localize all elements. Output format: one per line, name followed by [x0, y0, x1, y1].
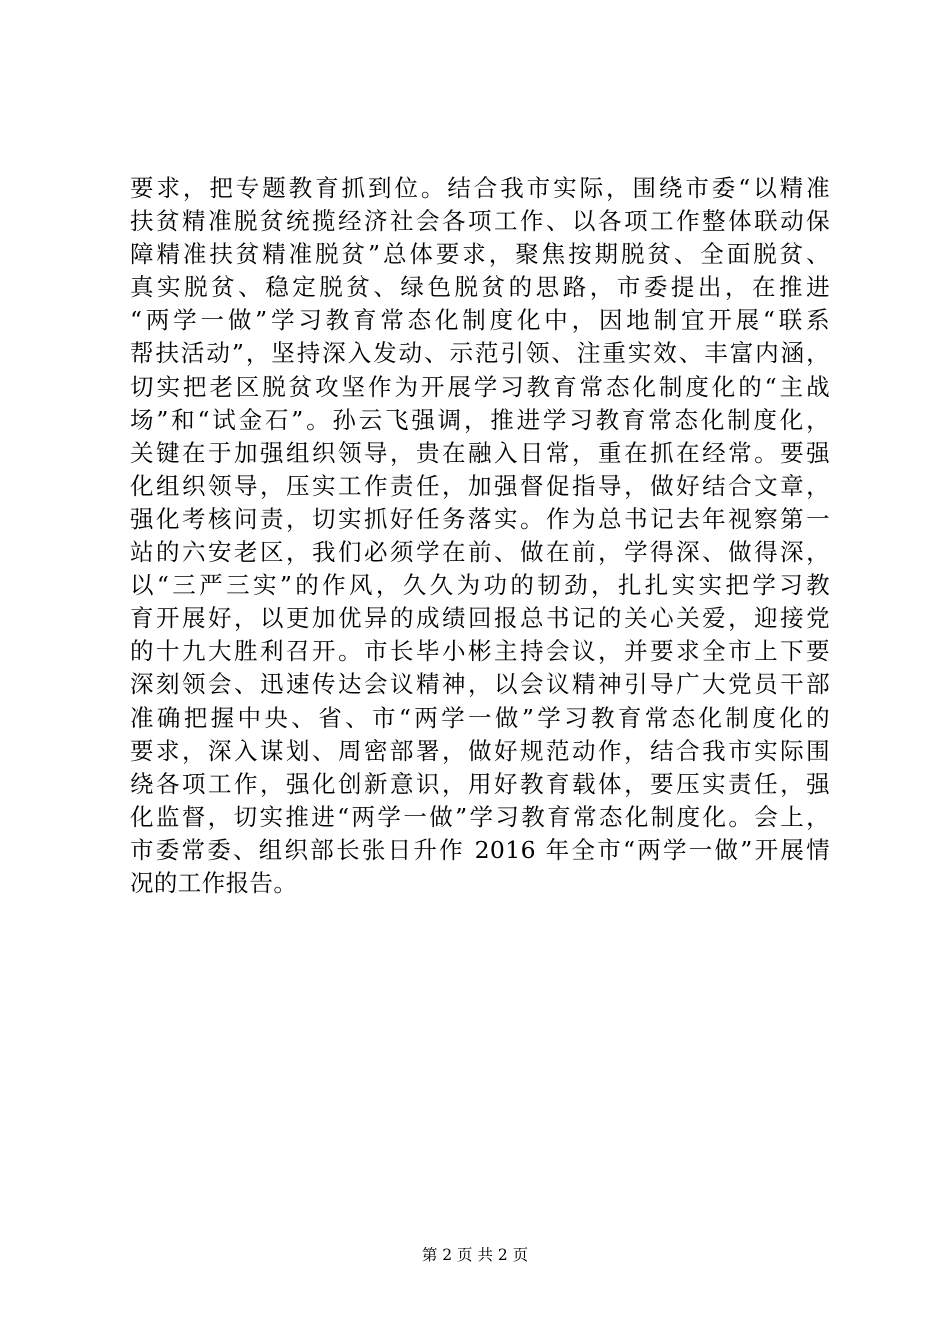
text-line: 切实把老区脱贫攻坚作为开展学习教育常态化制度化的“主战 [130, 372, 830, 401]
text-line: 扶贫精准脱贫统揽经济社会各项工作、以各项工作整体联动保 [130, 207, 830, 236]
body-paragraph [130, 172, 830, 900]
text-line: 强化考核问责，切实抓好任务落实。作为总书记去年视察第一 [130, 504, 830, 533]
text-line: “两学一做”学习教育常态化制度化中，因地制宜开展“联系 [130, 306, 830, 335]
text-line: 要求，深入谋划、周密部署，做好规范动作，结合我市实际围 [130, 736, 830, 765]
text-line: 障精准扶贫精准脱贫”总体要求，聚焦按期脱贫、全面脱贫、 [130, 240, 830, 269]
text-line: 育开展好，以更加优异的成绩回报总书记的关心关爱，迎接党 [130, 604, 830, 633]
text-line: 市委常委、组织部长张日升作 2016 年全市“两学一做”开展情 [130, 835, 830, 864]
text-line: 化组织领导，压实工作责任，加强督促指导，做好结合文章， [130, 471, 830, 500]
text-line: 真实脱贫、稳定脱贫、绿色脱贫的思路，市委提出，在推进 [130, 273, 830, 302]
text-line: 场”和“试金石”。孙云飞强调，推进学习教育常态化制度化， [130, 405, 830, 434]
text-line: 准确把握中央、省、市“两学一做”学习教育常态化制度化的 [130, 703, 830, 732]
text-line: 绕各项工作，强化创新意识，用好教育载体，要压实责任，强 [130, 769, 830, 798]
text-line: 站的六安老区，我们必须学在前、做在前，学得深、做得深， [130, 538, 830, 567]
text-line: 深刻领会、迅速传达会议精神，以会议精神引导广大党员干部 [130, 670, 830, 699]
text-line: 要求，把专题教育抓到位。结合我市实际，围绕市委“以精准 [130, 174, 830, 202]
text-line: 关键在于加强组织领导，贵在融入日常，重在抓在经常。要强 [130, 438, 830, 467]
text-line: 化监督，切实推进“两学一做”学习教育常态化制度化。会上， [130, 802, 830, 831]
text-line: 的十九大胜利召开。市长毕小彬主持会议，并要求全市上下要 [130, 637, 830, 666]
page-number: 第 2 页 共 2 页 [421, 1246, 529, 1264]
text-line: 况的工作报告。 [130, 868, 298, 897]
text-line: 帮扶活动”，坚持深入发动、示范引领、注重实效、丰富内涵， [130, 339, 830, 368]
text-line: 以“三严三实”的作风，久久为功的韧劲，扎扎实实把学习教 [130, 571, 830, 600]
page-footer [0, 1245, 950, 1265]
